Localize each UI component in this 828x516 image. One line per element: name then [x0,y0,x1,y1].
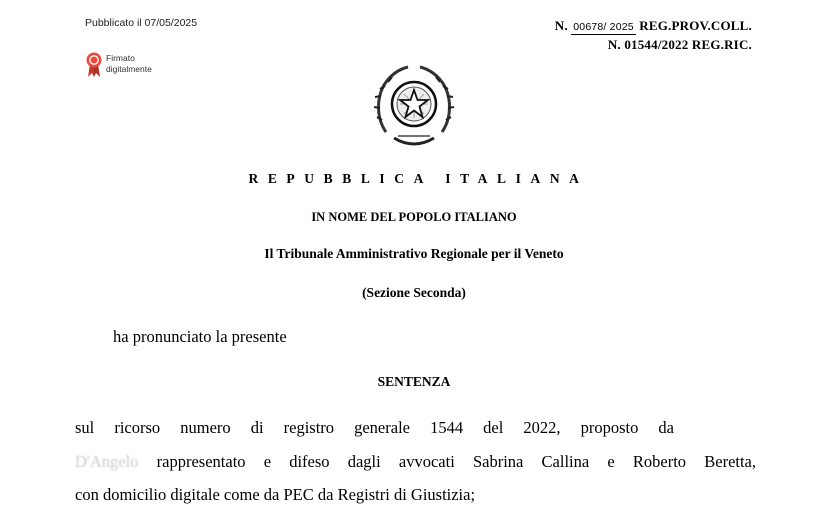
body-line-2-text: rappresentato e difeso dagli avvocati Sabrina Callina e Roberto Beretta, [156,452,757,471]
republic-heading: REPUBBLICA ITALIANA [248,171,589,186]
pronounced-text: ha pronunciato la presente [113,327,287,346]
digital-signature-badge [85,52,152,78]
registry-line2: N. 01544/2022 REG.RIC. [607,37,752,52]
registry-number [555,16,752,54]
body-line-3: con domicilio digitale come da PEC da Registri di Giustizia; [75,485,476,504]
registry-prefix: N. [554,18,568,33]
sentenza-heading: SENTENZA [377,374,451,389]
registry-line1-suffix: REG.PROV.COLL. [639,18,752,33]
published-date: Pubblicato il 07/05/2025 [85,17,198,29]
registry-number-value: 00678/ 2025 [573,21,634,33]
redacted-name: D'Angelo [75,452,139,471]
seal-ribbon-icon [85,52,103,78]
section-heading: (Sezione Seconda) [362,285,466,300]
court-heading: Il Tribunale Amministrativo Regionale per il Veneto [264,246,564,261]
body-line-2 [75,452,756,472]
signature-line1: Firmato [106,53,135,63]
body-line-1: sul ricorso numero di registro generale 1544 del 2022, proposto da [75,418,674,437]
signature-line2: digitalmente [106,64,152,74]
people-heading: IN NOME DEL POPOLO ITALIANO [311,210,517,224]
italian-republic-emblem [372,60,456,152]
